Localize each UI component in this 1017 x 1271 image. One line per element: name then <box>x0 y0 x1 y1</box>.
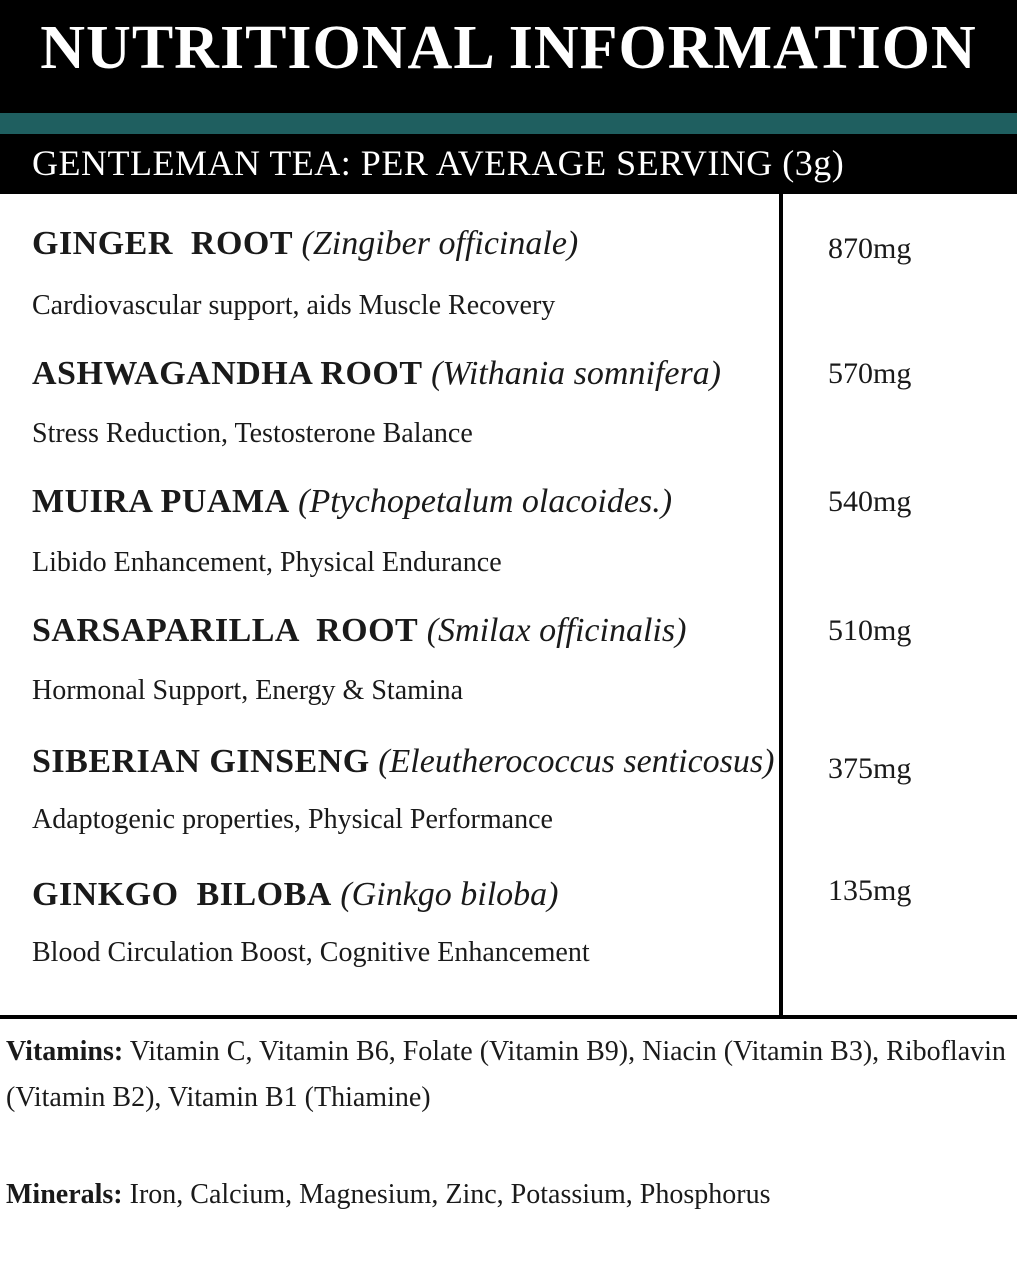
ingredient-common-name: MUIRA PUAMA <box>32 483 290 520</box>
accent-band <box>0 113 1017 134</box>
ingredient-common-name: SARSAPARILLA ROOT <box>32 612 419 649</box>
ingredient-name <box>32 609 686 653</box>
ingredient-description: Adaptogenic properties, Physical Performance <box>32 804 553 835</box>
ingredient-latin-name: (Eleutherococcus senticosus) <box>378 743 775 780</box>
ingredient-amount: 510mg <box>828 614 912 647</box>
ingredient-amount: 375mg <box>828 752 912 785</box>
ingredient-description: Blood Circulation Boost, Cognitive Enhancement <box>32 937 590 968</box>
ingredient-amount: 540mg <box>828 485 912 518</box>
ingredient-name <box>32 480 672 524</box>
ingredient-name <box>32 740 774 784</box>
ingredient-description: Cardiovascular support, aids Muscle Recovery <box>32 290 556 321</box>
column-divider <box>779 194 783 1016</box>
minerals-label: Minerals: <box>6 1179 123 1210</box>
ingredient-latin-name: (Smilax officinalis) <box>426 612 687 649</box>
ingredient-description: Hormonal Support, Energy & Stamina <box>32 675 464 706</box>
ingredient-name <box>32 873 558 917</box>
minerals-list <box>6 1172 1011 1218</box>
ingredient-common-name: SIBERIAN GINSENG <box>32 743 370 780</box>
ingredient-description: Libido Enhancement, Physical Endurance <box>32 547 502 578</box>
ingredient-latin-name: (Ptychopetalum olacoides.) <box>298 483 673 520</box>
table-bottom-rule <box>0 1015 1017 1019</box>
minerals-text: Iron, Calcium, Magnesium, Zinc, Potassium, Phosphorus <box>129 1179 771 1210</box>
vitamins-text: Vitamin C, Vitamin B6, Folate (Vitamin B9), Niacin (Vitamin B3), Riboflavin (Vitamin B2), Vitamin B1 (Thiamine) <box>6 1036 1006 1113</box>
ingredient-latin-name: (Ginkgo biloba) <box>340 876 559 913</box>
vitamins-label: Vitamins: <box>6 1036 124 1067</box>
ingredient-name <box>32 222 578 266</box>
ingredient-common-name: ASHWAGANDHA ROOT <box>32 355 423 392</box>
serving-size-heading: GENTLEMAN TEA: PER AVERAGE SERVING (3g) <box>32 143 845 183</box>
ingredient-latin-name: (Withania somnifera) <box>431 355 721 392</box>
ingredient-description: Stress Reduction, Testosterone Balance <box>32 418 473 449</box>
ingredient-amount: 870mg <box>828 232 912 265</box>
ingredient-common-name: GINGER ROOT <box>32 225 294 262</box>
ingredient-amount: 135mg <box>828 874 912 907</box>
vitamins-list <box>6 1029 1011 1121</box>
page-title: NUTRITIONAL INFORMATION <box>40 14 977 82</box>
ingredient-name <box>32 352 721 396</box>
ingredient-common-name: GINKGO BILOBA <box>32 876 332 913</box>
ingredient-amount: 570mg <box>828 357 912 390</box>
ingredient-latin-name: (Zingiber officinale) <box>301 225 579 262</box>
